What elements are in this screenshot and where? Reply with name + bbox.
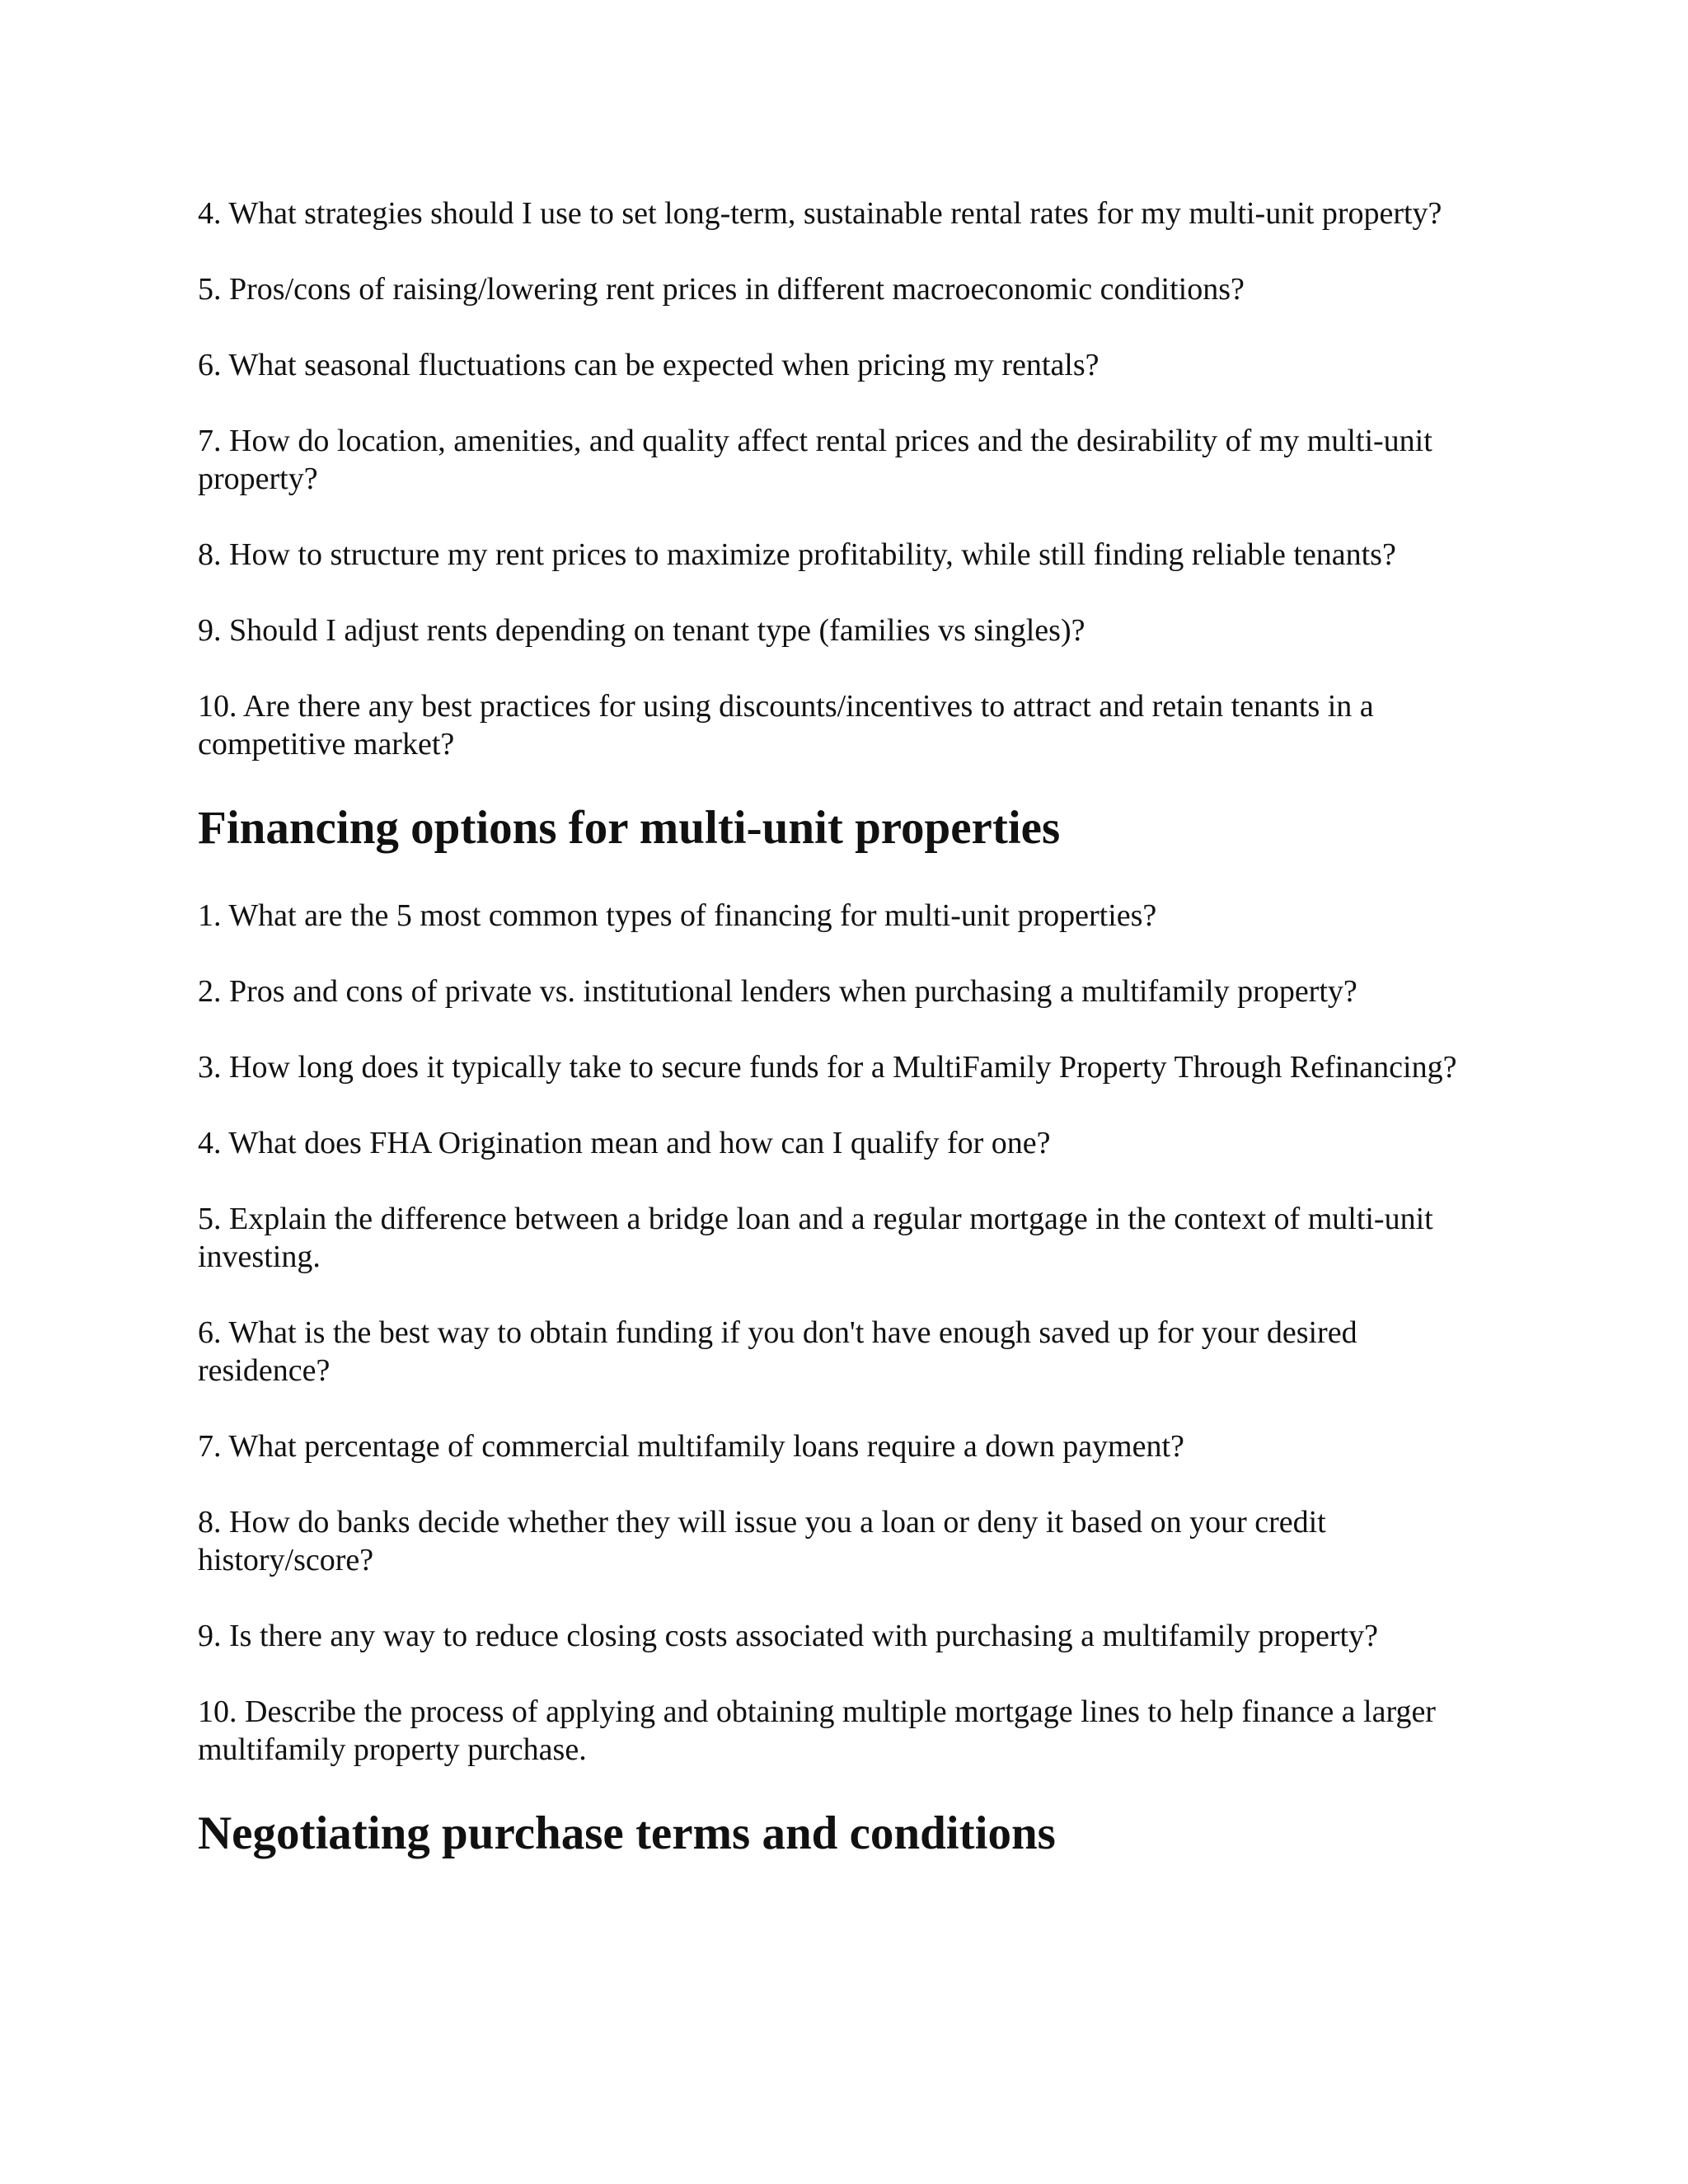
list-item: 4. What strategies should I use to set long-term, sustainable rental rates for my multi-unit property? (198, 196, 1442, 231)
list-item: 4. What does FHA Origination mean and how can I qualify for one? (198, 1126, 1051, 1160)
intro-list (198, 194, 1484, 763)
list-item: 1. What are the 5 most common types of financing for multi-unit properties? (198, 898, 1157, 933)
list-item: 7. How do location, amenities, and quality affect rental prices and the desirability of my multi-unit property? (198, 424, 1432, 496)
list-item: 9. Should I adjust rents depending on tenant type (families vs singles)? (198, 613, 1085, 648)
list-item: 8. How to structure my rent prices to maximize profitability, while still finding reliable tenants? (198, 537, 1396, 572)
document-page (198, 194, 1484, 1902)
list-item: 3. How long does it typically take to secure funds for a MultiFamily Property Through Refinancing? (198, 1050, 1457, 1085)
list-item: 2. Pros and cons of private vs. institutional lenders when purchasing a multifamily property? (198, 974, 1357, 1009)
list-item: 6. What is the best way to obtain funding if you don't have enough saved up for your desired residence? (198, 1315, 1357, 1388)
list-item: 5. Pros/cons of raising/lowering rent prices in different macroeconomic conditions? (198, 272, 1245, 307)
list-item: 6. What seasonal fluctuations can be expected when pricing my rentals? (198, 348, 1100, 382)
financing-list (198, 897, 1484, 1769)
list-item: 10. Are there any best practices for using discounts/incentives to attract and retain tenants in a competitive market? (198, 689, 1374, 762)
list-item: 7. What percentage of commercial multifamily loans require a down payment? (198, 1429, 1184, 1464)
list-item: 10. Describe the process of applying and obtaining multiple mortgage lines to help finance a larger multifamily property purchase. (198, 1694, 1436, 1767)
list-item: 9. Is there any way to reduce closing costs associated with purchasing a multifamily property? (198, 1619, 1378, 1653)
section-heading-negotiating: Negotiating purchase terms and conditions (198, 1807, 1056, 1859)
section-heading-financing: Financing options for multi-unit properties (198, 802, 1061, 854)
list-item: 8. How do banks decide whether they will issue you a loan or deny it based on your credit history/score? (198, 1505, 1326, 1577)
list-item: 5. Explain the difference between a bridge loan and a regular mortgage in the context of multi-unit investing. (198, 1202, 1433, 1274)
